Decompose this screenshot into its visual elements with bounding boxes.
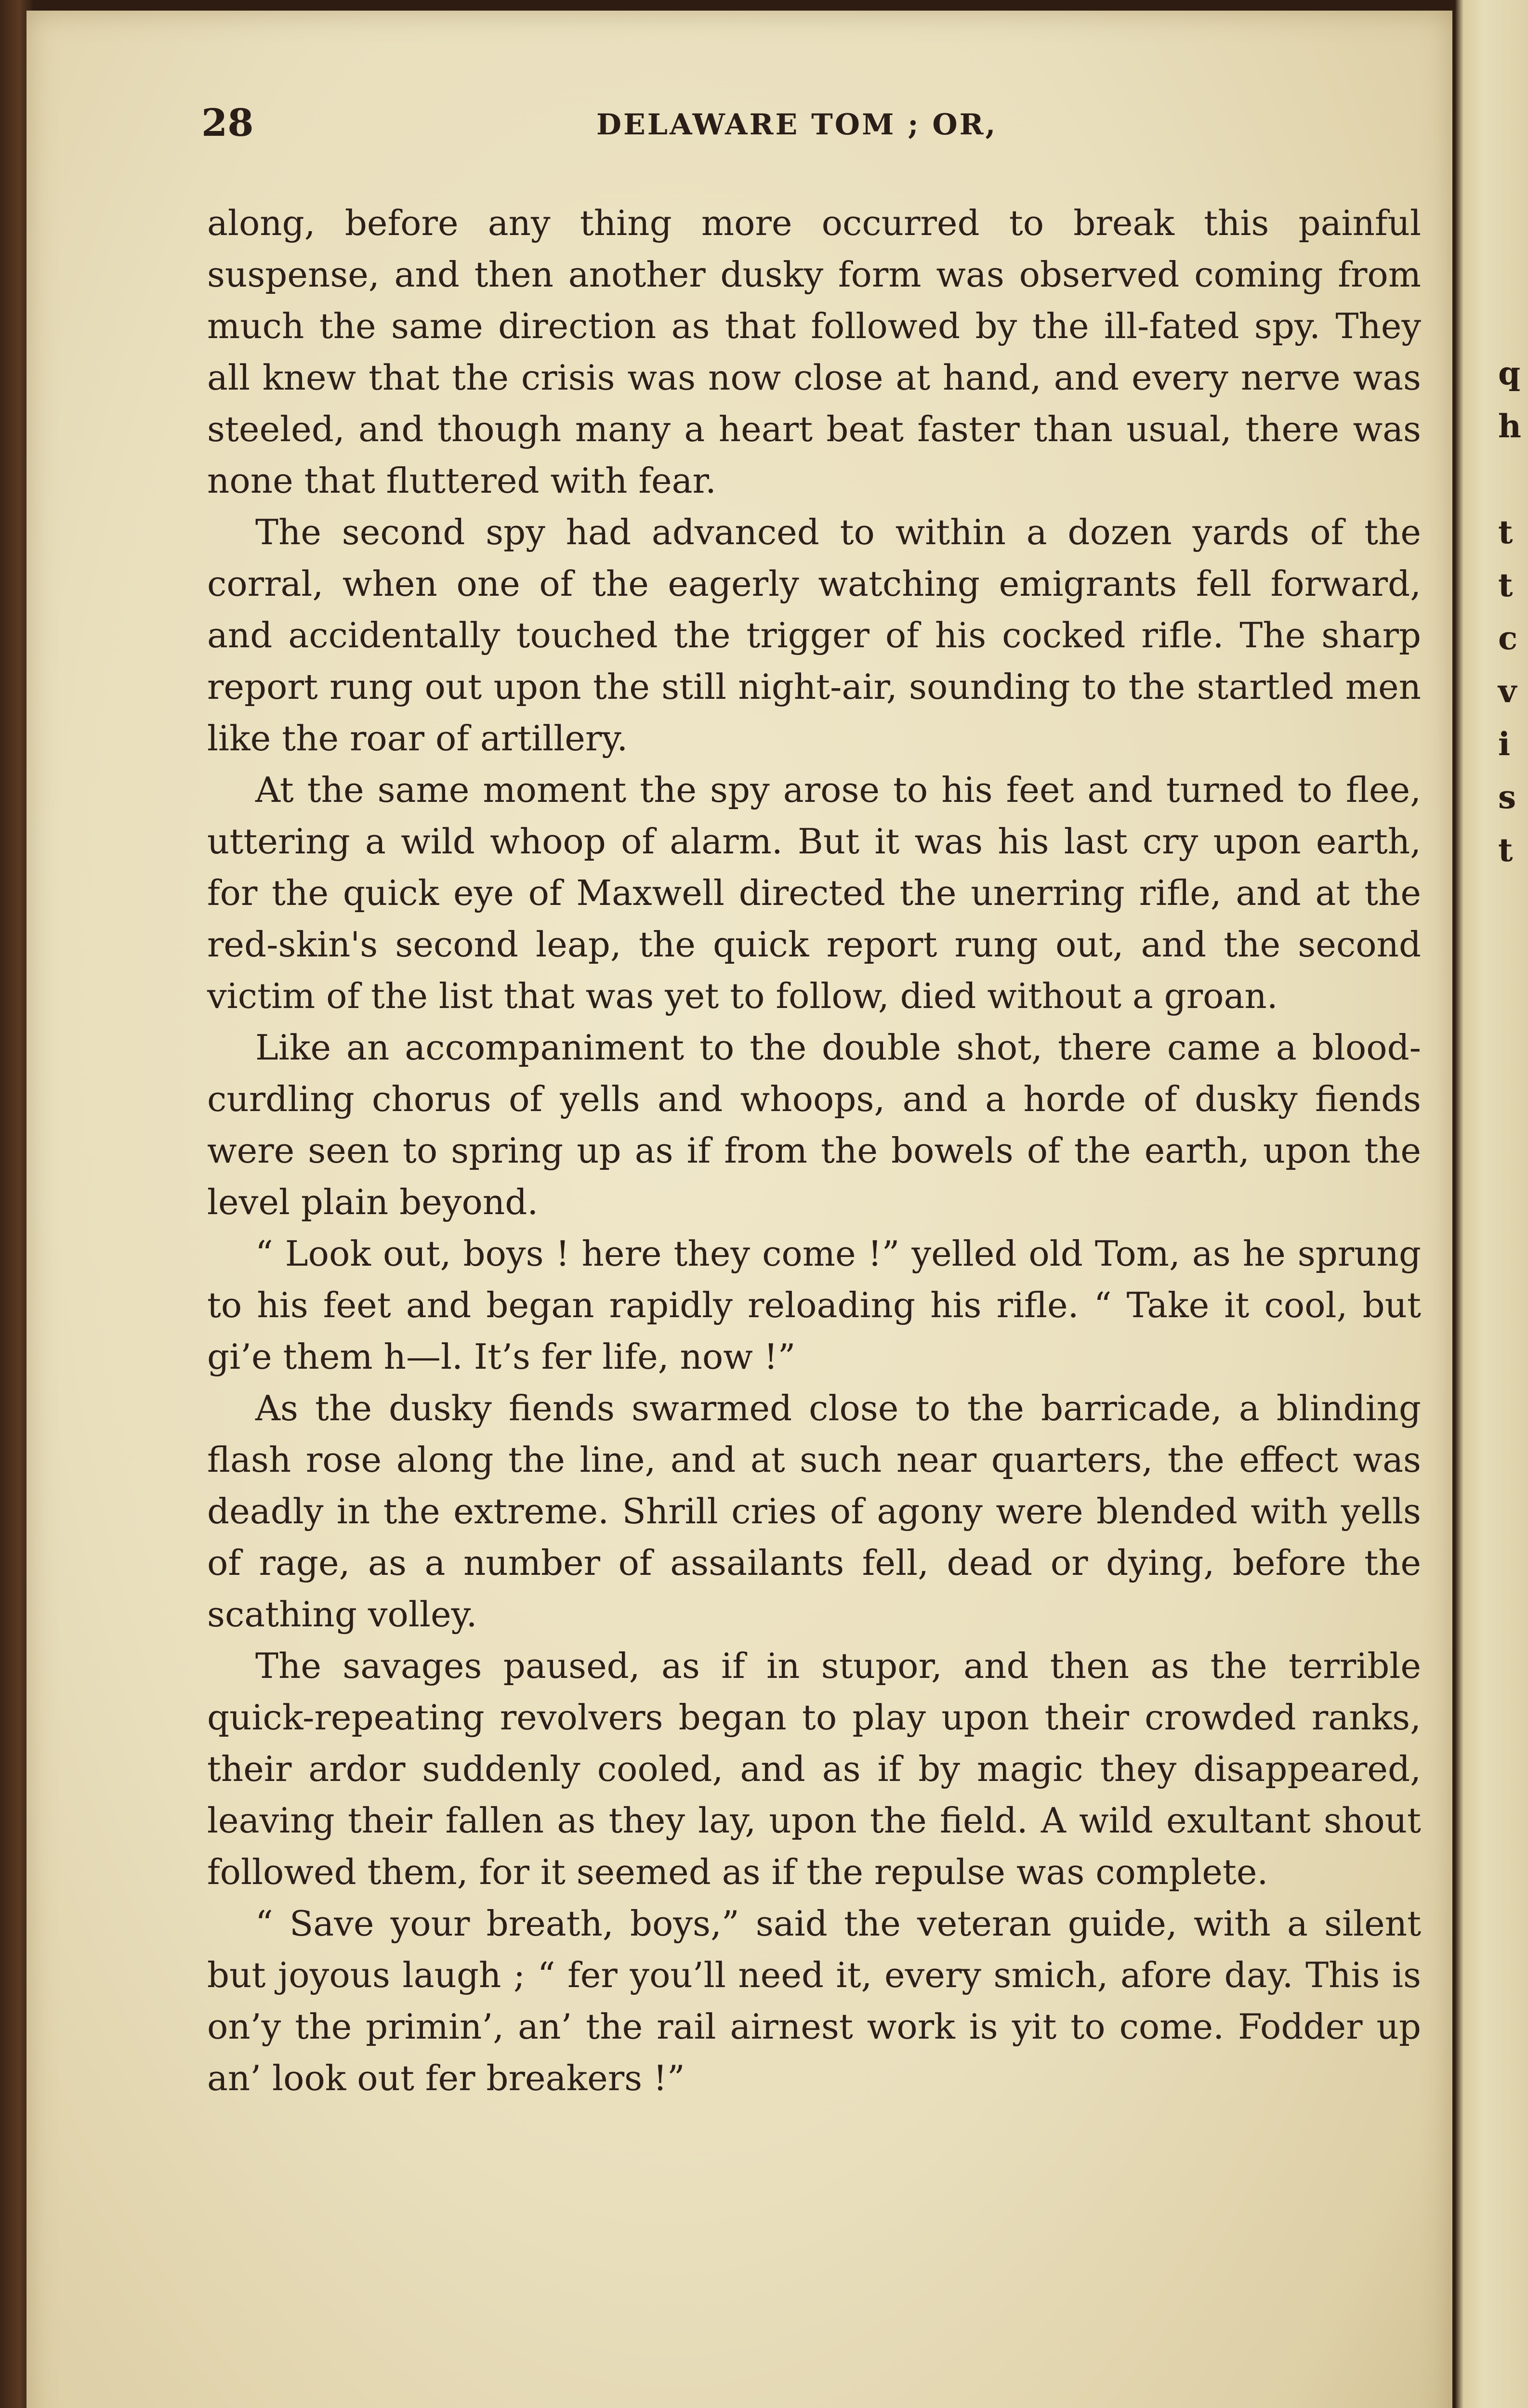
fragment: v [1498,672,1517,710]
paragraph: Like an accompaniment to the double shot, there came a blood-curdling chorus of yells and whoops, and a horde of dusky fiends were seen to spring up as if from the bowels of the earth, upon the level plain beyond. [207,1027,1421,1222]
page-header [201,101,1425,149]
adjacent-page-text-fragments [1498,347,1527,877]
fragment: q [1498,354,1521,392]
paragraph: At the same moment the spy arose to his feet and turned to flee, uttering a wild whoop of alarm. But it was his last cry upon earth, for the quick eye of Maxwell directed the unerring rifle, and at the red-skin's second leap, the quick report rung out, and the second victim of the list that was yet to follow, died without a groan. [207,770,1421,1016]
paragraph: The savages paused, as if in stupor, and then as the terrible quick-repeating revolvers began to play upon their crowded ranks, their ardor suddenly cooled, and as if by magic they disappeared, leaving their fallen as they lay, upon the field. A wild exultant shout followed them, for it seemed as if the repulse was complete. [207,1646,1421,1892]
fragment: i [1498,725,1511,763]
fragment: s [1498,778,1516,816]
fragment: t [1498,831,1513,869]
paragraph: “ Save your breath, boys,” said the veteran guide, with a silent but joyous laugh ; “ fer you’ll need it, every smich, afore day. This is on’y the primin’, an’ the rail airnest work is yit to come. Fodder up an’ look out fer breakers !” [207,1903,1421,2098]
running-head: DELAWARE TOM ; OR, [596,108,998,142]
body-text [207,197,1421,2104]
fragment: h [1498,407,1521,445]
fragment: t [1498,566,1513,604]
paragraph: The second spy had advanced to within a dozen yards of the corral, when one of the eagerly watching emigrants fell forward, and accidentally touched the trigger of his cocked rifle. The sharp report rung out upon the still night-air, sounding to the startled men like the roar of artillery. [207,512,1421,759]
page-number: 28 [201,101,254,145]
fragment: c [1498,619,1518,657]
paragraph: As the dusky fiends swarmed close to the barricade, a blinding flash rose along the line, and at such near quarters, the effect was deadly in the extreme. Shrill cries of agony were blended with yells of rage, as a number of assailants fell, dead or dying, before the scathing volley. [207,1388,1421,1635]
fragment: t [1498,513,1513,551]
paragraph: along, before any thing more occurred to break this painful suspense, and then another dusky form was observed coming from much the same direction as that followed by the ill-fated spy. They all knew that the crisis was now close at hand, and every nerve was steeled, and though many a heart beat faster than usual, there was none that fluttered with fear. [207,203,1421,501]
paragraph: “ Look out, boys ! here they come !” yelled old Tom, as he sprung to his feet and began rapidly reloading his rifle. “ Take it cool, but gi’e them h—l. It’s fer life, now !” [207,1233,1421,1377]
